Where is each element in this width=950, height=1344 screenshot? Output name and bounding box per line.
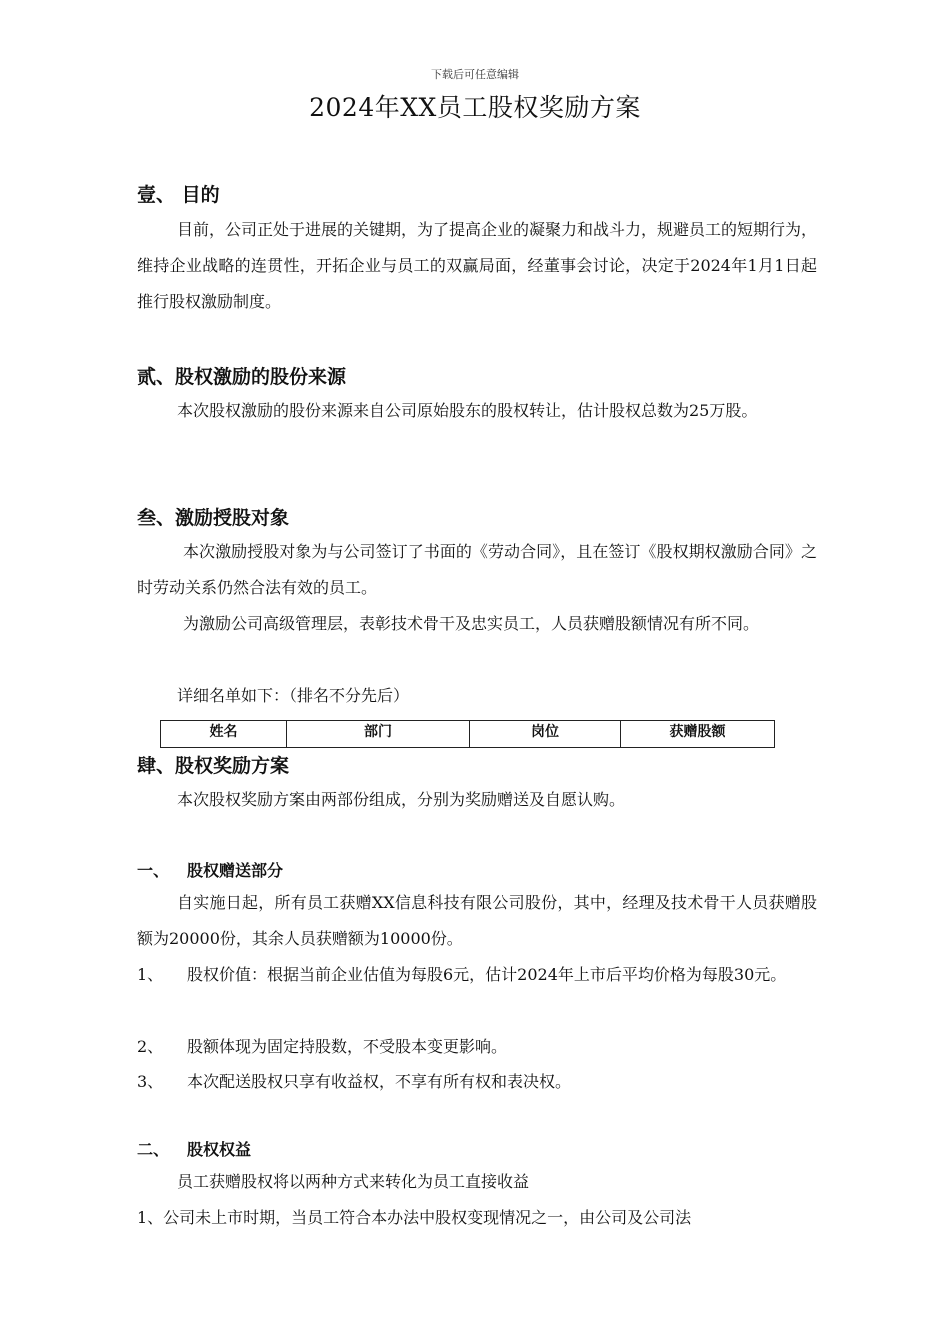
list-item (137, 1029, 817, 1065)
subsection-1-number: 一、 (137, 861, 170, 880)
list-item-text: 本次配送股权只享有收益权，不享有所有权和表决权。 (187, 1072, 572, 1091)
subsection-1-paragraph: 自实施日起，所有员工获赠XX信息科技有限公司股份，其中，经理及技术骨干人员获赠股额为20000份，其余人员获赠额为10000份。 (137, 893, 817, 948)
list-item-number: 1、 (137, 965, 164, 984)
section-2-paragraph: 本次股权激励的股份来源来自公司原始股东的股权转让，估计股权总数为25万股。 (177, 401, 758, 420)
subsection-2-list-item: 1、公司未上市时期，当员工符合本办法中股权变现情况之一，由公司及公司法 (137, 1208, 692, 1227)
section-3-list-intro: 详细名单如下：（排名不分先后） (177, 686, 410, 705)
subsection-2-heading (137, 1137, 251, 1160)
list-item-number: 3、 (137, 1072, 164, 1091)
list-item-text: 股权价值：根据当前企业估值为每股6元，估计2024年上市后平均价格为每股30元。 (187, 965, 787, 984)
recipient-table (160, 720, 775, 748)
table-header-cell: 岗位 (470, 721, 621, 748)
subsection-2-title: 股权权益 (187, 1140, 252, 1159)
header-note: 下载后可任意编辑 (431, 68, 519, 81)
table-header-cell: 部门 (287, 721, 470, 748)
list-item (137, 1064, 817, 1100)
section-2-heading: 贰、股权激励的股份来源 (137, 366, 347, 388)
section-1-paragraph: 目前，公司正处于进展的关键期，为了提高企业的凝聚力和战斗力，规避员工的短期行为，维持企业战略的连贯性，开拓企业与员工的双赢局面，经董事会讨论，决定于2024年1月1日起推行股权激励制度。 (137, 220, 818, 311)
list-item-number: 2、 (137, 1037, 164, 1056)
section-4-heading: 肆、股权奖励方案 (137, 755, 290, 777)
section-3-paragraph-2: 为激励公司高级管理层，表彰技术骨干及忠实员工，人员获赠股额情况有所不同。 (183, 614, 760, 633)
list-item-text: 股额体现为固定持股数，不受股本变更影响。 (187, 1037, 508, 1056)
section-4-paragraph: 本次股权奖励方案由两部份组成，分别为奖励赠送及自愿认购。 (177, 790, 626, 809)
subsection-1-heading (137, 858, 283, 881)
document-title: 2024年XX员工股权奖励方案 (309, 93, 641, 122)
list-item (137, 957, 817, 993)
section-1-heading: 壹、 目的 (137, 184, 220, 206)
subsection-1-title: 股权赠送部分 (187, 861, 284, 880)
section-3-paragraph-1: 本次激励授股对象为与公司签订了书面的《劳动合同》，且在签订《股权期权激励合同》之时劳动关系仍然合法有效的员工。 (137, 542, 817, 597)
table-header-cell: 获赠股额 (621, 721, 775, 748)
subsection-2-paragraph: 员工获赠股权将以两种方式来转化为员工直接收益 (177, 1172, 530, 1191)
table-header-cell: 姓名 (161, 721, 287, 748)
subsection-2-number: 二、 (137, 1140, 170, 1159)
table-header-row (161, 721, 775, 748)
section-3-heading: 叁、激励授股对象 (137, 507, 290, 529)
